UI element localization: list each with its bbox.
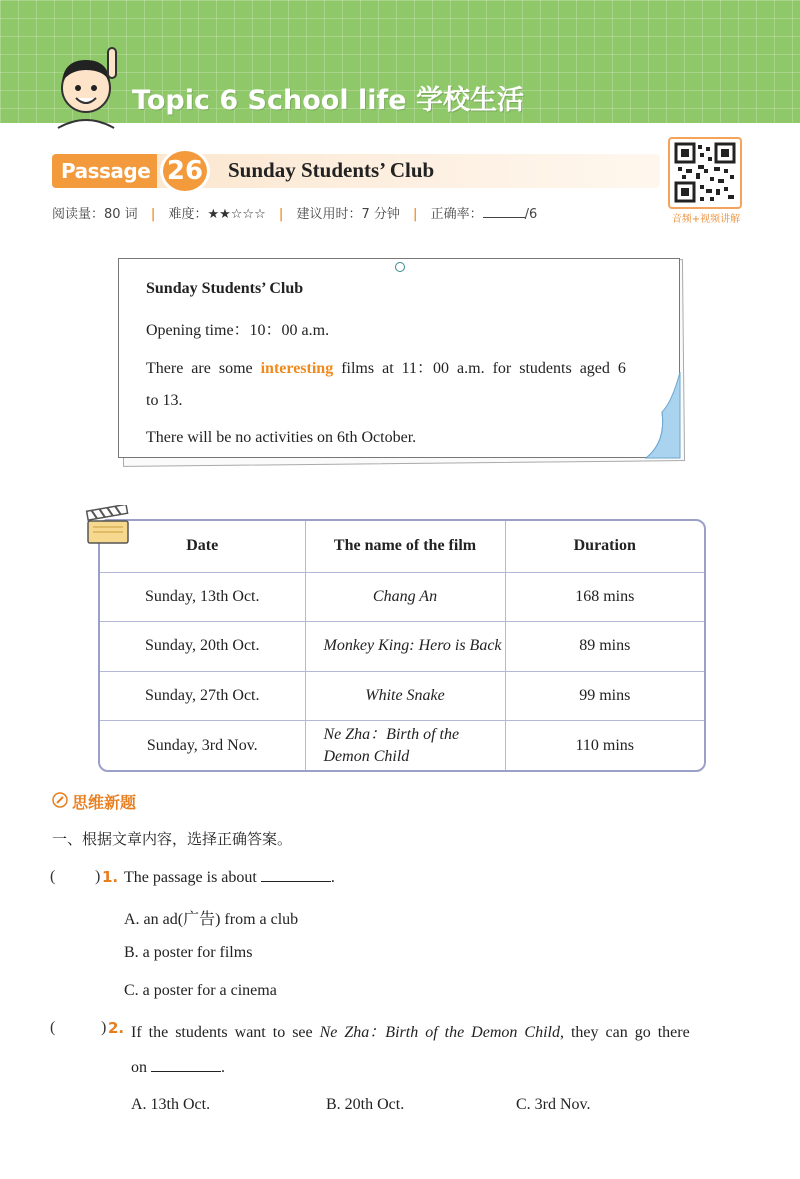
option-c[interactable]: C. 3rd Nov. [516, 1096, 591, 1113]
accuracy-label: 正确率： [430, 207, 483, 222]
cell-film: Monkey King: Hero is Back [305, 622, 505, 672]
film-clapper-icon [85, 505, 133, 547]
option-a[interactable]: A. 13th Oct. [131, 1096, 211, 1113]
film-schedule-table [98, 519, 706, 772]
notice-age-continued: to 13. [146, 392, 183, 409]
cell-date: Sunday, 20th Oct. [100, 622, 305, 672]
qr-code-icon [670, 139, 740, 207]
passage-title: Sunday Students’ Club [228, 158, 435, 182]
cell-duration: 110 mins [505, 721, 704, 771]
cell-film: Ne Zha：Birth of the Demon Child [305, 721, 505, 771]
answer-paren-close: ) [101, 1019, 107, 1036]
question-number: 1. [102, 868, 119, 886]
option-b[interactable]: B. a poster for films [124, 944, 253, 961]
qr-code[interactable] [668, 137, 742, 209]
table-row [100, 622, 704, 672]
question-stem-text: The passage is about [124, 869, 257, 886]
cell-date: Sunday, 3rd Nov. [100, 721, 305, 771]
question-stem-text: If the students want to see [131, 1024, 320, 1041]
table-header-duration: Duration [505, 521, 704, 572]
notice-films-before: There are some [146, 360, 261, 377]
answer-blank[interactable] [151, 1058, 221, 1072]
table-header-date: Date [100, 521, 305, 572]
option-a[interactable]: A. an ad(广告) from a club [124, 911, 299, 928]
cell-date: Sunday, 13th Oct. [100, 572, 305, 622]
passage-number-badge: 26 [160, 148, 210, 194]
question-stem-on: on [131, 1059, 147, 1076]
suggested-time: 建议用时：7 分钟 [296, 207, 400, 222]
question-film-title: Ne Zha：Birth of the Demon Child [319, 1024, 560, 1041]
answer-box-2[interactable] [58, 1017, 98, 1037]
table-row [100, 572, 704, 622]
notice-films-line [146, 355, 626, 378]
question-number: 2. [108, 1019, 125, 1037]
meta-separator: | [278, 207, 284, 222]
meta-separator: | [150, 207, 156, 222]
answer-paren-open: ( [50, 1019, 56, 1036]
question-stem-end: . [330, 869, 335, 886]
accuracy-total: /6 [524, 207, 538, 222]
question-stem [131, 1019, 690, 1042]
answer-paren-open: ( [50, 868, 56, 885]
difficulty-stars-icon: ★★☆☆☆ [207, 207, 266, 222]
option-c[interactable]: C. a poster for a cinema [124, 982, 277, 999]
notice-title: Sunday Students’ Club [146, 280, 304, 297]
accuracy-blank[interactable] [483, 205, 525, 218]
question-stem-after: , they can go there [559, 1024, 690, 1041]
passage-tag: Passage [52, 154, 157, 188]
cell-duration: 99 mins [505, 671, 704, 721]
answer-paren-close: ) [95, 868, 101, 885]
topic-title: Topic 6 School life 学校生活 [132, 85, 524, 116]
question-stem-end: . [221, 1059, 225, 1076]
difficulty-label: 难度： [168, 207, 208, 222]
answer-blank[interactable] [261, 868, 331, 882]
notice-no-activities: There will be no activities on 6th October. [146, 429, 417, 446]
notice-opening-time: Opening time：10：00 a.m. [146, 322, 330, 339]
page-curl-icon [626, 372, 682, 462]
word-count: 阅读量：80 词 [52, 207, 138, 222]
boy-mascot-icon [48, 42, 132, 132]
table-header-film: The name of the film [305, 521, 505, 572]
cell-duration: 168 mins [505, 572, 704, 622]
notice-highlight-word: interesting [260, 360, 334, 377]
cell-date: Sunday, 27th Oct. [100, 671, 305, 721]
cell-film: Chang An [305, 572, 505, 622]
qr-label: 音频+视频讲解 [671, 214, 741, 225]
reading-meta [52, 203, 537, 222]
pin-icon [395, 262, 405, 272]
table-row [100, 671, 704, 721]
notice-films-after: films at 11：00 a.m. for students aged 6 [333, 360, 626, 377]
pencil-icon [52, 792, 68, 808]
section-heading: 思维新题 [72, 793, 137, 812]
cell-duration: 89 mins [505, 622, 704, 672]
question-stem-cont [131, 1058, 225, 1077]
question-stem [124, 868, 335, 887]
answer-box-1[interactable] [58, 866, 92, 886]
meta-separator: | [412, 207, 418, 222]
instruction-text: 一、根据文章内容，选择正确答案。 [52, 830, 293, 848]
cell-film: White Snake [305, 671, 505, 721]
table-row [100, 721, 704, 771]
option-b[interactable]: B. 20th Oct. [326, 1096, 405, 1113]
